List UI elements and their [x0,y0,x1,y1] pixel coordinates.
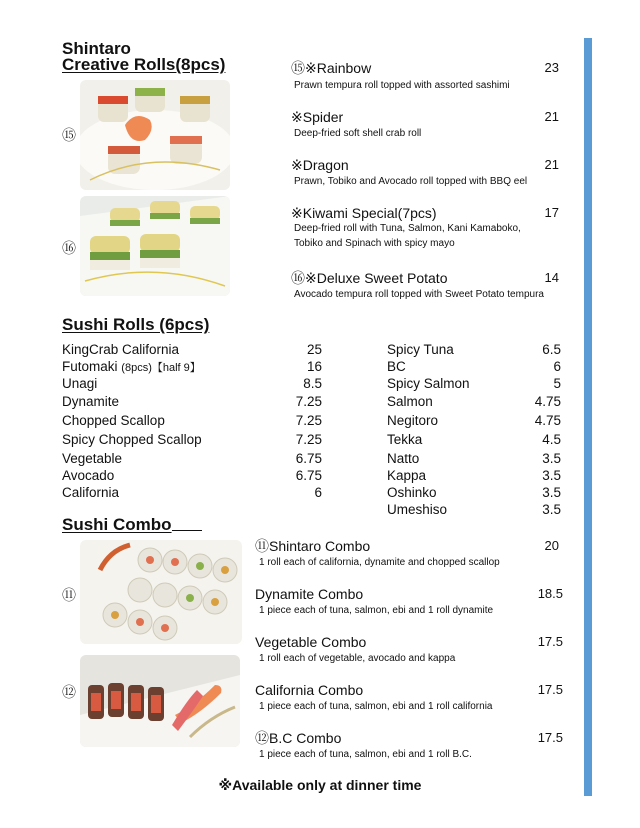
roll-price: 4.75 [534,413,561,428]
photo-label-12: ⑫ [62,684,76,700]
sweet-potato-price: 14 [544,270,559,285]
roll-name: Dynamite [62,394,120,409]
creative-title-line1: Shintaro [62,39,131,58]
dragon-desc: Prawn, Tobiko and Avocado roll topped with BBQ eel [294,176,528,187]
roll-name: BC [387,359,406,374]
california-combo-name: California Combo [255,682,364,698]
kiwami-name: ※Kiwami Special(7pcs) [291,205,437,221]
roll-price: 6 [314,485,322,500]
photo-label-11: ⑪ [62,587,76,603]
roll-price: 8.5 [303,376,322,391]
roll-price: 6.5 [542,342,561,357]
shintaro-combo-name: ⑪Shintaro Combo [255,538,371,554]
bc-combo-name: ⑫B.C Combo [255,730,342,746]
roll-price: 5 [553,376,561,391]
dynamite-combo-price: 18.5 [537,586,563,601]
roll-price: 3.5 [542,502,561,517]
roll-extra: 【half 9】 [151,362,201,374]
dynamite-combo-desc: 1 piece each of tuna, salmon, ebi and 1 roll dynamite [259,605,494,616]
shintaro-combo-price: 20 [544,538,559,553]
roll-price: 16 [306,359,322,374]
vegetable-combo-price: 17.5 [537,634,563,649]
roll-price: 3.5 [542,451,561,466]
roll-name: California [62,485,120,500]
sweet-potato-roll-photo [80,196,230,296]
combo-title [62,516,202,534]
roll-price: 4.75 [534,394,561,409]
sweet-potato-name: ⑯※Deluxe Sweet Potato [291,270,448,286]
sweet-potato-desc: Avocado tempura roll topped with Sweet Potato tempura [294,289,544,300]
roll-price: 25 [306,342,322,357]
roll-name: KingCrab California [62,342,180,357]
roll-note: (8pcs) [121,362,152,374]
roll-price: 6.75 [295,468,322,483]
dragon-price: 21 [544,157,559,172]
rainbow-desc: Prawn tempura roll topped with assorted sashimi [294,80,510,91]
roll-name: Futomaki [62,359,118,374]
sushi-rolls-title: Sushi Rolls (6pcs) [62,315,210,334]
roll-price: 4.5 [542,432,561,447]
bc-combo-price: 17.5 [537,730,563,745]
kiwami-desc-2: Tobiko and Spinach with spicy mayo [294,238,455,249]
roll-price: 3.5 [542,485,561,500]
roll-name: Spicy Chopped Scallop [62,432,202,447]
dragon-name: ※Dragon [291,157,349,173]
roll-name: Oshinko [387,485,437,500]
roll-price: 3.5 [542,468,561,483]
rainbow-name: ⑮※Rainbow [291,60,372,76]
roll-name: Vegetable [62,451,123,466]
rainbow-roll-photo [80,80,230,190]
roll-price: 7.25 [295,413,322,428]
roll-price: 7.25 [295,394,322,409]
roll-name: Tekka [387,432,423,447]
kiwami-price: 17 [544,205,559,220]
rainbow-price: 23 [544,60,559,75]
roll-name: Avocado [62,468,115,483]
spider-price: 21 [544,109,559,124]
shintaro-combo-desc: 1 roll each of california, dynamite and chopped scallop [259,557,500,568]
vegetable-combo-desc: 1 roll each of vegetable, avocado and kappa [259,653,456,664]
dynamite-combo-name: Dynamite Combo [255,586,364,602]
roll-name: Umeshiso [387,502,448,517]
photo-label-16: ⑯ [62,240,76,256]
roll-price: 7.25 [295,432,322,447]
roll-name: Chopped Scallop [62,413,165,428]
roll-name: Salmon [387,394,433,409]
roll-name: Negitoro [387,413,439,428]
shintaro-combo-photo [80,540,242,644]
california-combo-price: 17.5 [537,682,563,697]
dinner-only-note: ※Available only at dinner time [218,777,422,793]
bc-combo-photo [80,655,240,747]
roll-name: Unagi [62,376,98,391]
accent-bar [584,38,592,796]
spider-desc: Deep-fried soft shell crab roll [294,128,422,139]
spider-name: ※Spider [291,109,344,125]
creative-title-line2: Creative Rolls(8pcs) [62,55,226,74]
vegetable-combo-name: Vegetable Combo [255,634,367,650]
roll-name: Kappa [387,468,427,483]
roll-name: Spicy Tuna [387,342,454,357]
combo-title-text: Sushi Combo [62,515,172,534]
roll-price: 6 [553,359,561,374]
photo-label-15: ⑮ [62,127,76,143]
bc-combo-desc: 1 piece each of tuna, salmon, ebi and 1 roll B.C. [259,749,472,760]
california-combo-desc: 1 piece each of tuna, salmon, ebi and 1 roll california [259,701,493,712]
kiwami-desc: Deep-fried roll with Tuna, Salmon, Kani Kamaboko, [294,223,521,234]
roll-name: Spicy Salmon [387,376,470,391]
roll-price: 6.75 [295,451,322,466]
roll-name: Natto [387,451,420,466]
